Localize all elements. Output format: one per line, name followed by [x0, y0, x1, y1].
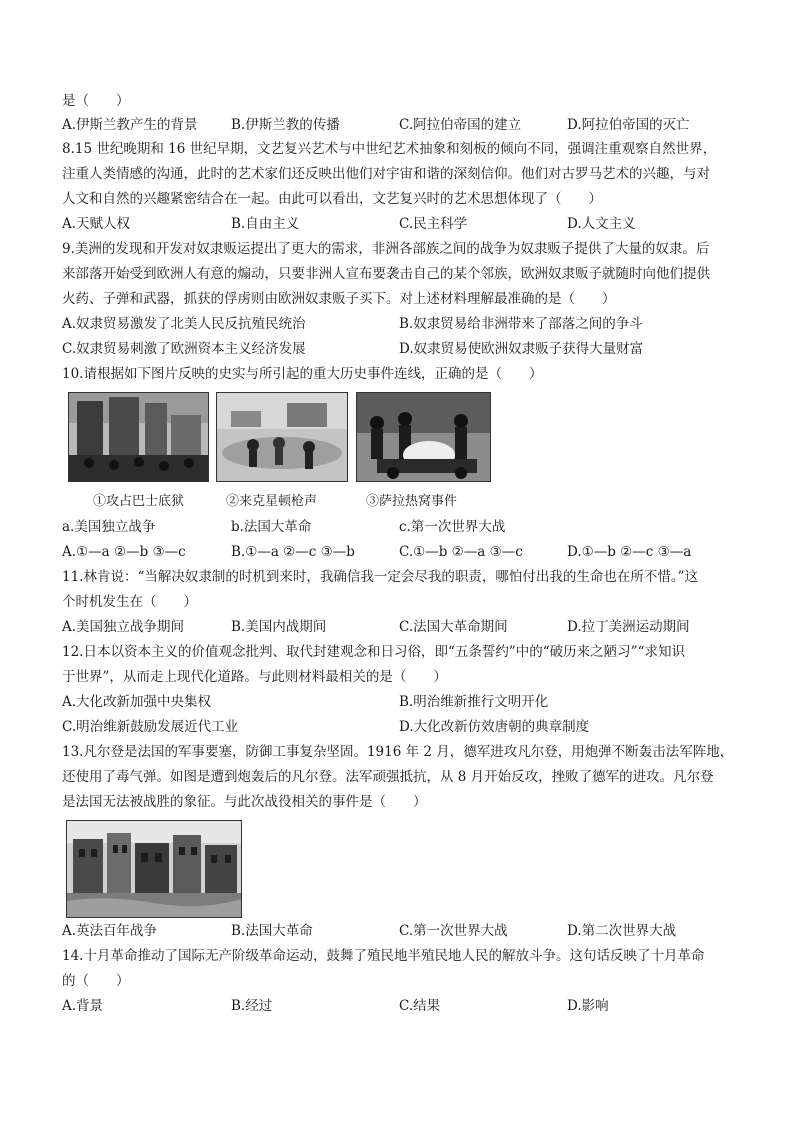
- q8-option-b[interactable]: B.自由主义: [231, 216, 300, 232]
- q9-option-a[interactable]: A.奴隶贸易激发了北美人民反抗殖民统治: [62, 316, 306, 332]
- caption-lexington: ②来克星顿枪声: [226, 494, 318, 509]
- q14-option-a[interactable]: A.背景: [62, 998, 104, 1014]
- q13-option-a[interactable]: A.英法百年战争: [62, 923, 158, 939]
- q7-option-d[interactable]: D.阿拉伯帝国的灭亡: [567, 117, 690, 133]
- q11-option-b[interactable]: B.美国内战期间: [231, 619, 327, 635]
- q8-option-c[interactable]: C.民主科学: [399, 216, 468, 232]
- q7-stem-tail: 是（ ）: [62, 93, 130, 109]
- q10-option-a[interactable]: A.①—a ②—b ③—c: [62, 544, 186, 560]
- q14-stem-line: 14.十月革命推动了国际无产阶级革命运动，鼓舞了殖民地半殖民地人民的解放斗争。这句话反映了十月革命: [62, 948, 705, 964]
- q13-option-b[interactable]: B.法国大革命: [231, 923, 313, 939]
- bastille-photo: [68, 392, 209, 482]
- q10-option-b[interactable]: B.①—a ②—c ③—b: [231, 544, 355, 560]
- q10-event-c: c.第一次世界大战: [399, 519, 506, 535]
- q13-stem-line: 是法国无法被战胜的象征。与此次战役相关的事件是（ ）: [62, 794, 427, 810]
- q12-stem-line: 于世界”，从而走上现代化道路。与此则材料最相关的是（ ）: [62, 669, 447, 685]
- q12-option-d[interactable]: D.大化改新仿效唐朝的典章制度: [399, 719, 590, 735]
- q8-option-d[interactable]: D.人文主义: [567, 216, 636, 232]
- sarajevo-photo: [356, 392, 491, 482]
- q10-option-d[interactable]: D.①—b ②—c ③—a: [567, 544, 692, 560]
- q14-option-b[interactable]: B.经过: [231, 998, 273, 1014]
- q10-event-a: a.美国独立战争: [62, 519, 156, 535]
- q13-option-d[interactable]: D.第二次世界大战: [567, 923, 677, 939]
- q9-stem-line: 9.美洲的发现和开发对奴隶贩运提出了更大的需求，非洲各部族之间的战争为奴隶贩子提供了大量的奴隶。后: [62, 241, 710, 257]
- q10-event-b: b.法国大革命: [231, 519, 312, 535]
- q8-stem-line: 注重人类情感的沟通，此时的艺术家们还反映出他们对宇宙和谐的深刻信仰。他们对古罗马艺术的兴趣，与对: [62, 166, 710, 182]
- q12-stem-line: 12.日本以资本主义的价值观念批判、取代封建观念和日习俗，即“五条誓约”中的“破历来之陋习”“求知识: [62, 644, 685, 660]
- q7-option-c[interactable]: C.阿拉伯帝国的建立: [399, 117, 522, 133]
- caption-sarajevo: ③萨拉热窝事件: [366, 494, 458, 509]
- q8-option-a[interactable]: A.天赋人权: [62, 216, 131, 232]
- q11-option-a[interactable]: A.美国独立战争期间: [62, 619, 185, 635]
- q8-stem-line: 8.15 世纪晚期和 16 世纪早期，文艺复兴艺术与中世纪艺术抽象和刻板的倾向不同，强调注重观察自然世界，: [62, 141, 717, 157]
- q7-option-a[interactable]: A.伊斯兰教产生的背景: [62, 117, 198, 133]
- q11-stem-line: 个时机发生在（ ）: [62, 594, 197, 610]
- lexington-photo: [216, 392, 348, 482]
- q12-option-a[interactable]: A.大化改新加强中央集权: [62, 694, 212, 710]
- q10-stem: 10.请根据如下图片反映的史实与所引起的重大历史事件连线，正确的是（ ）: [62, 366, 543, 382]
- q12-option-c[interactable]: C.明治维新鼓励发展近代工业: [62, 719, 239, 735]
- q9-stem-line: 火药、子弹和武器，抓获的俘虏则由欧洲奴隶贩子买下。对上述材料理解最准确的是（ ）: [62, 291, 616, 307]
- q9-option-b[interactable]: B.奴隶贸易给非洲带来了部落之间的争斗: [399, 316, 643, 332]
- q14-stem-line: 的（ ）: [62, 973, 130, 989]
- q13-option-c[interactable]: C.第一次世界大战: [399, 923, 508, 939]
- q11-option-d[interactable]: D.拉丁美洲运动期间: [567, 619, 690, 635]
- q9-stem-line: 来部落开始受到欧洲人有意的煽动，只要非洲人宣布要袭击自己的某个邻族，欧洲奴隶贩子就随时向他们提供: [62, 266, 710, 282]
- q9-option-d[interactable]: D.奴隶贸易使欧洲奴隶贩子获得大量财富: [399, 341, 644, 357]
- q14-option-d[interactable]: D.影响: [567, 998, 609, 1014]
- q11-stem-line: 11.林肯说：“当解决奴隶制的时机到来时，我确信我一定会尽我的职责，哪怕付出我的生命也在所不惜。”这: [62, 569, 699, 585]
- q13-stem-line: 还使用了毒气弹。如图是遭到炮轰后的凡尔登。法军顽强抵抗，从 8 月开始反攻，挫败了德军的进攻。凡尔登: [62, 769, 714, 785]
- q12-option-b[interactable]: B.明治维新推行文明开化: [399, 694, 549, 710]
- q7-option-b[interactable]: B.伊斯兰教的传播: [231, 117, 340, 133]
- q14-option-c[interactable]: C.结果: [399, 998, 441, 1014]
- q13-stem-line: 13.凡尔登是法国的军事要塞，防御工事复杂坚固。1916 年 2 月，德军进攻凡尔登，用炮弹不断轰击法军阵地，: [62, 744, 734, 760]
- verdun-photo: [66, 820, 242, 918]
- q11-option-c[interactable]: C.法国大革命期间: [399, 619, 508, 635]
- caption-bastille: ①攻占巴士底狱: [93, 494, 185, 509]
- q8-stem-line: 人文和自然的兴趣紧密结合在一起。由此可以看出，文艺复兴时的艺术思想体现了（ ）: [62, 191, 602, 207]
- q10-option-c[interactable]: C.①—b ②—a ③—c: [399, 544, 523, 560]
- q9-option-c[interactable]: C.奴隶贸易刺激了欧洲资本主义经济发展: [62, 341, 306, 357]
